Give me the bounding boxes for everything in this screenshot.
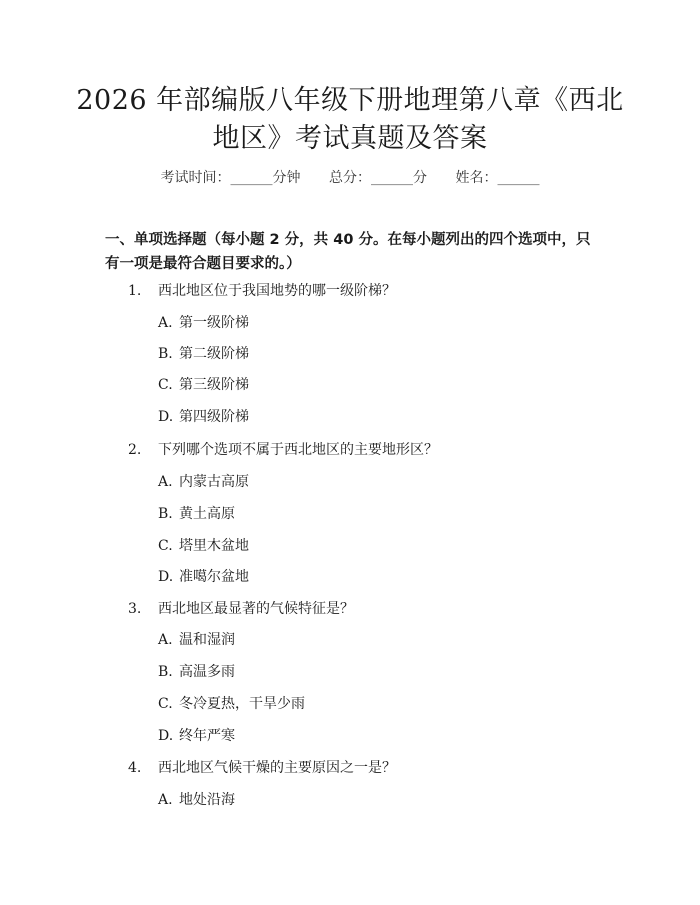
option-1b [158,344,249,364]
option-text: 第二级阶梯 [179,346,249,362]
question-number: 1. [128,283,142,299]
option-text: 准噶尔盆地 [179,569,249,585]
option-2a [158,472,249,492]
option-3c [158,694,305,714]
option-3a [158,630,235,650]
option-text: 第一级阶梯 [179,315,249,331]
option-text: 塔里木盆地 [179,538,249,554]
option-letter: A. [158,315,173,331]
question-4 [128,758,396,778]
question-text: 西北地区气候干燥的主要原因之一是？ [158,760,396,776]
option-letter: D. [158,409,174,425]
question-text: 下列哪个选项不属于西北地区的主要地形区？ [158,442,438,458]
total-score-field: 总分：______分 [329,170,427,186]
option-text: 内蒙古高原 [179,474,249,490]
option-2b [158,504,235,524]
option-letter: C. [158,696,173,712]
option-1d [158,407,249,427]
option-3b [158,662,235,682]
option-text: 终年严寒 [179,728,235,744]
question-number: 3. [128,601,142,617]
option-letter: B. [158,506,173,522]
option-letter: A. [158,632,173,648]
option-letter: D. [158,728,174,744]
option-text: 第三级阶梯 [179,377,249,393]
question-1 [128,281,396,301]
exam-meta-row [0,168,700,188]
question-2 [128,440,438,460]
question-text: 西北地区最显著的气候特征是？ [158,601,354,617]
option-letter: B. [158,664,173,680]
option-1a [158,313,249,333]
option-3d [158,726,235,746]
option-letter: D. [158,569,174,585]
title-line-1: 2026 年部编版八年级下册地理第八章《西北 [76,85,624,116]
question-number: 4. [128,760,142,776]
question-number: 2. [128,442,142,458]
section-heading: 一、单项选择题（每小题 2 分，共 40 分。在每小题列出的四个选项中，只有一项是最符合题目要求的。） [105,232,591,272]
option-text: 温和湿润 [179,632,235,648]
option-text: 冬冷夏热，干旱少雨 [179,696,305,712]
option-text: 黄土高原 [179,506,235,522]
option-2c [158,536,249,556]
option-text: 高温多雨 [179,664,235,680]
option-letter: C. [158,538,173,554]
option-1c [158,375,249,395]
exam-time-field: 考试时间：______分钟 [160,170,301,186]
option-letter: B. [158,346,173,362]
title-line-2: 地区》考试真题及答案 [212,123,488,154]
option-text: 第四级阶梯 [179,409,249,425]
option-text: 地处沿海 [179,792,235,808]
option-4a [158,790,235,810]
option-2d [158,567,249,587]
name-field: 姓名：______ [455,170,540,186]
option-letter: C. [158,377,173,393]
question-text: 西北地区位于我国地势的哪一级阶梯？ [158,283,396,299]
document-title [60,82,640,158]
option-letter: A. [158,474,173,490]
option-letter: A. [158,792,173,808]
question-3 [128,599,354,619]
